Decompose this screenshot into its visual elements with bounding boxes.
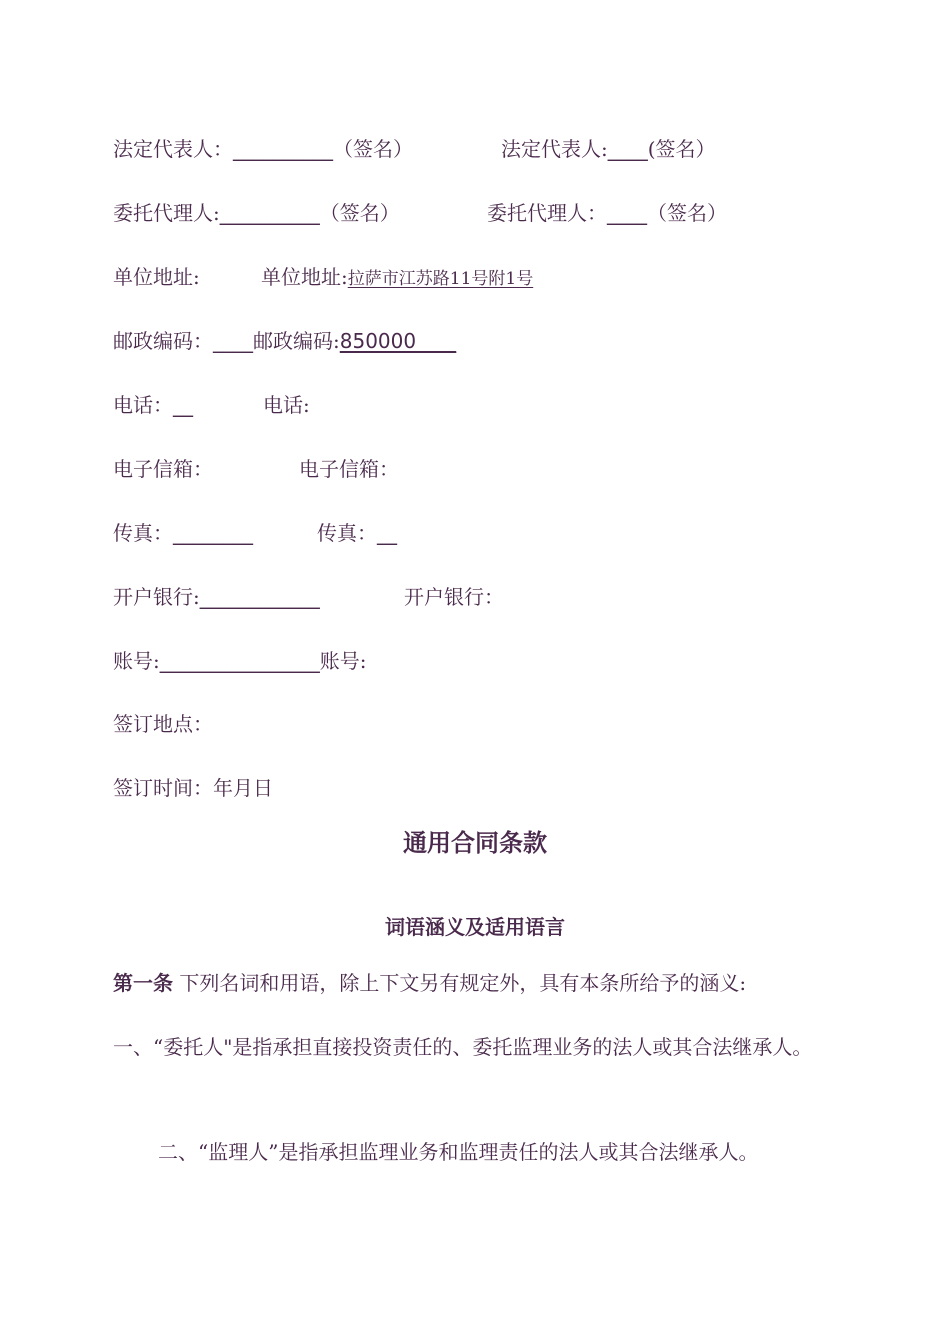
bank-label-a: 开户银行: [113, 585, 200, 609]
fax-row [113, 519, 397, 547]
legal-rep-blank-a: __________ [233, 137, 333, 161]
article-1-text: 下列名词和用语，除上下文另有规定外，具有本条所给予的涵义: [179, 971, 747, 995]
email-label-a: 电子信箱： [113, 457, 213, 481]
article-1-item-1: 一、“委托人"是指承担直接投资责任的、委托监理业务的法人或其合法继承人。 [113, 1035, 813, 1059]
legal-rep-row [113, 135, 716, 163]
article-1 [113, 963, 848, 1003]
article-1-label: 第一条 [113, 971, 173, 995]
address-label-b: 单位地址: [261, 265, 348, 289]
account-label-b: 账号: [319, 649, 367, 673]
account-row [113, 647, 367, 675]
bank-label-b: 开户银行： [404, 585, 504, 609]
signing-time: 签订时间：年月日 [113, 776, 273, 800]
agent-label-a: 委托代理人: [113, 201, 220, 225]
phone-blank-a: __ [173, 393, 193, 417]
postcode-label-b: 邮政编码: [253, 329, 340, 353]
legal-rep-label-b: 法定代表人: [501, 137, 608, 161]
phone-row [113, 391, 310, 419]
section-heading: 通用合同条款 [403, 829, 547, 857]
email-label-b: 电子信箱： [299, 457, 399, 481]
address-value-b: 拉萨市江苏路11号附1号 [347, 269, 534, 289]
agent-row [113, 199, 727, 227]
signing-place: 签订地点： [113, 712, 213, 736]
agent-sign-b: （签名） [647, 201, 727, 225]
postcode-value-b: 850000____ [339, 329, 457, 353]
agent-label-b: 委托代理人： [487, 201, 607, 225]
legal-rep-b [501, 135, 716, 163]
agent-blank-a: __________ [219, 201, 320, 225]
fax-label-b: 传真： [317, 521, 377, 545]
account-blank-a: ________________ [159, 649, 320, 673]
postcode-blank-a: ____ [213, 329, 253, 353]
legal-rep-sign-b: (签名） [647, 137, 716, 161]
address-label-a: 单位地址: [113, 265, 200, 289]
email-row [113, 455, 399, 483]
account-label-a: 账号: [113, 649, 160, 673]
phone-label-a: 电话： [113, 393, 173, 417]
bank-row [113, 583, 504, 611]
address-row [113, 263, 534, 291]
section-subheading: 词语涵义及适用语言 [385, 915, 565, 939]
fax-blank-b: __ [377, 521, 397, 545]
address-b [261, 263, 533, 293]
legal-rep-blank-b: ____ [607, 137, 648, 161]
fax-b [317, 519, 397, 547]
agent-blank-b: ____ [607, 201, 647, 225]
fax-label-a: 传真： [113, 521, 173, 545]
legal-rep-label-a: 法定代表人： [113, 137, 233, 161]
agent-b [487, 199, 727, 227]
postcode-label-a: 邮政编码： [113, 329, 213, 353]
phone-label-b: 电话: [263, 393, 310, 417]
fax-blank-a: ________ [173, 521, 253, 545]
bank-blank-a: ____________ [199, 585, 320, 609]
postcode-row [113, 327, 456, 355]
article-1-item-2: 二、“监理人”是指承担监理业务和监理责任的法人或其合法继承人。 [158, 1140, 759, 1164]
legal-rep-sign-a: （签名） [333, 137, 413, 161]
agent-sign-a: （签名） [319, 201, 400, 225]
